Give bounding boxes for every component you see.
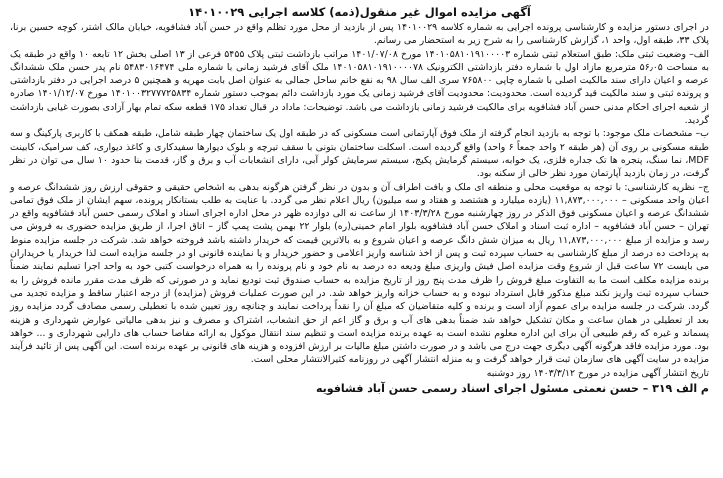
notice-signature: م الف ۳۱۹ – حسن نعمتی مسئول اجرای اسناد رسمی حسن آباد فشافویه	[316, 382, 709, 396]
section-expert-opinion: ج– نظریه کارشناسی: با توجه به موقعیت محلی و منطقه ای ملک و بافت اطراف آن و بدون در نظر گرفتن هرگونه بدهی به اشخاص حقیقی و حقوقی ارزش روز ششدانگ عرصه و اعیان واحد مسکونی – ۱۱,۸۷۳,۰۰۰,۰۰۰ (یازده میلیارد و هشتصد و هفتاد و سه میلیون) ریال اعلام نظر می گردد. با عنایت به طلب بستانکار پرونده، سهم ایشان از ملک فوق تمامی ششدانگ عرصه و اعیان مسکونی فوق الذکر در روز چهارشنبه مورخ ۱۴۰۳/۳/۲۸ از ساعت نه الی دوازده ظهر در محل اداره اجرای اسناد و املاک رسمی حسن آباد فشافویه واقع در تهران – حسن آباد فشافویه – اداره ثبت اسناد و املاک حسن آباد فشافویه بلوار امام خمینی(ره) بلوار ۲۲ بهمن پشت پمپ گاز – اتاق اجرا، از طریق مزایده حضوری به فروش می رسد و مزایده از مبلغ ۱۱,۸۷۳,۰۰۰,۰۰۰ ریال به میزان شش دانگ عرصه و اعیان شروع و به بالاترین قیمت که خریدار داشته باشد فروخته خواهد شد. شرکت در جلسه مزایده منوط به پرداخت ده درصد از مبلغ کارشناسی به حساب سپرده ثبت و پس از اخذ شناسه واریز اعلامی و حضور خریدار و یا نماینده قانونی او در جلسه مزایده است لذا خریدار یا خریداران می بایست ۷۲ ساعت قبل از شروع وقت مزایده اصل فیش واریزی مبلغ ودیعه ده درصد به نام خود و نام پرونده را به همراه درخواست کتبی خود به واحد اجرا تسلیم نمایند ضمناً برنده مزایده مکلف است ما به التفاوت مبلغ فروش را ظرف مدت پنج روز از تاریخ مزایده به حساب صندوق ثبت تودیع نماید و در صورتی که ظرف مدت مقرر مانده فروش را به حساب سپرده ثبت واریز نکند مبلغ مذکور قابل استرداد نبوده و به حساب خزانه واریز خواهد شد. در این صورت عملیات فروش (مزایده) از درجه اعتبار ساقط و مزایده تجدید می گردد. شرکت در جلسه مزایده برای عموم آزاد است و برنده و کلیه متقاضیان که مبلغ آن را نقداً پرداخت نمایند و چنانچه روز تعیین شده با تعطیلی رسمی مصادف گردد مزایده روز بعد از تعطیلی در همان ساعت و مکان تشکیل خواهد شد ضمناً بدهی های آب و برق و گاز اعم از حق انشعاب، اشتراک و مصرف و نیز بدهی مالیاتی عوارض شهرداری و هزینه پسماند و غیره که رقم طبیعی آن برای این اداره معلوم نشده است به عهده برنده مزایده است و تنظیم سند انتقال موکول به ارائه مفاصا حساب های دارایی شهرداری و ... خواهد بود. مورد مزایده فاقد هرگونه آگهی دیگری جهت درج می باشد و در صورت داشتن مبلغ مالیات بر ارزش افزوده و هزینه های قانونی بر عهده برنده است. این آگهی پس از تائید فرآیند مزایده در سایت آگهی های سازمان ثبت قرار خواهد گرفت و به منزله انتشار آگهی در روزنامه کثیرالانتشار محلی است.	[10, 181, 709, 366]
publication-date: تاریخ انتشار آگهی مزایده در مورخ ۱۴۰۳/۳/۱۲ روز دوشنبه	[486, 367, 709, 379]
notice-intro: در اجرای دستور مزایده و کارشناسی پرونده اجرایی به شماره کلاسه ۱۴۰۱۰۰۲۹ پس از بازدید از محل مورد تظلم واقع در حسن آباد فشافویه، خیابان مالک اشتر، کوچه حسین برنا، پلاک ۳۳، طبقه اول، واحد ۱، گزارش کارشناسی را به شرح زیر به استحضار می رسانم.	[10, 22, 709, 47]
section-registration-status: الف– وضعیت ثبتی ملک: طبق استعلام ثبتی شماره ۱۴۰۱۰۵۸۱۰۱۹۱۰۰۰۰۳ مورخ ۱۴۰۱/۰۷/۰۸ مراتب بازداشت ثبتی پلاک ۵۴۵۵ فرعی از ۱۳ اصلی بخش ۱۲ تابعه ۱۰ واقع در طبقه یک به مساحت ۵۶٫۰۵ مترمربع مازاد اول با شماره دفتر بازداشتی الکترونیک ۱۴۰۱۰۵۸۱۰۱۹۱۰۰۰۰۷۸ ملک آقای فرشید زمانی با شماره ملی ۵۴۸۳۰۱۶۴۷۴ نام پدر حسن ملک ششدانگ عرصه و اعیان دارای سند مالکیت اصلی با شماره چاپی ۷۶۵۸۰۰ سری الف سال ۹۸ به نفع خانم ساحل جمالی به عنوان اصل بابت مهریه و همچنین ۵ درصد اجرایی در دفتر بازداشتی و پرونده ثبتی و سند مالکیت قید گردیده است. محدودیت: محدودیت آقای فرشید زمانی یک مورد بازداشت دائم بموجب دستور شماره ۱۴۰۱۰۰۳۲۷۷۷۲۵۸۳۴ مورخ ۱۴۰۱/۱۲/۰۷ صادره از شعبه اجرای احکام مدنی حسن آباد فشافویه برای مالکیت فرشید زمانی بازداشت می باشد. توضیحات: ماداد در قبال تعداد ۱۷۵ قطعه سکه تمام بهار آزادی بصورت غیابی بازداشت گردید.	[10, 48, 710, 127]
section-property-specs: ب– مشخصات ملک موجود: با توجه به بازدید انجام گرفته از ملک فوق آپارتمانی است مسکونی که در طبقه اول یک ساختمان چهار طبقه شامل، طبقه همکف با کاربری پارکینگ و سه طبقه مسکونی بر روی آن (هر طبقه ۲ واحد جمعاً ۶ واحد) واقع گردیده است. اسکلت ساختمان بتونی با سقف تیرچه و بلوک دیوارها سفیدکاری و کاغذ دیواری، کف سرامیک، کابینت MDF، نما سنگ، پنجره ها تک جداره فلزی، یک خوابه، سیستم گرمایش پکیج، سیستم سرمایش کولر آبی، دارای انشعابات آب و برق و گاز، قدمت بنا حدود ۱۰ سال می توان در نظر گرفت، در زمان بازدید آپارتمان مورد نظر خالی از سکنه بود.	[10, 128, 709, 180]
notice-title: آگهی مزایده اموال غیر منقول(ذمه) کلاسه اجرایی ۱۴۰۱۰۰۲۹	[188, 5, 531, 19]
